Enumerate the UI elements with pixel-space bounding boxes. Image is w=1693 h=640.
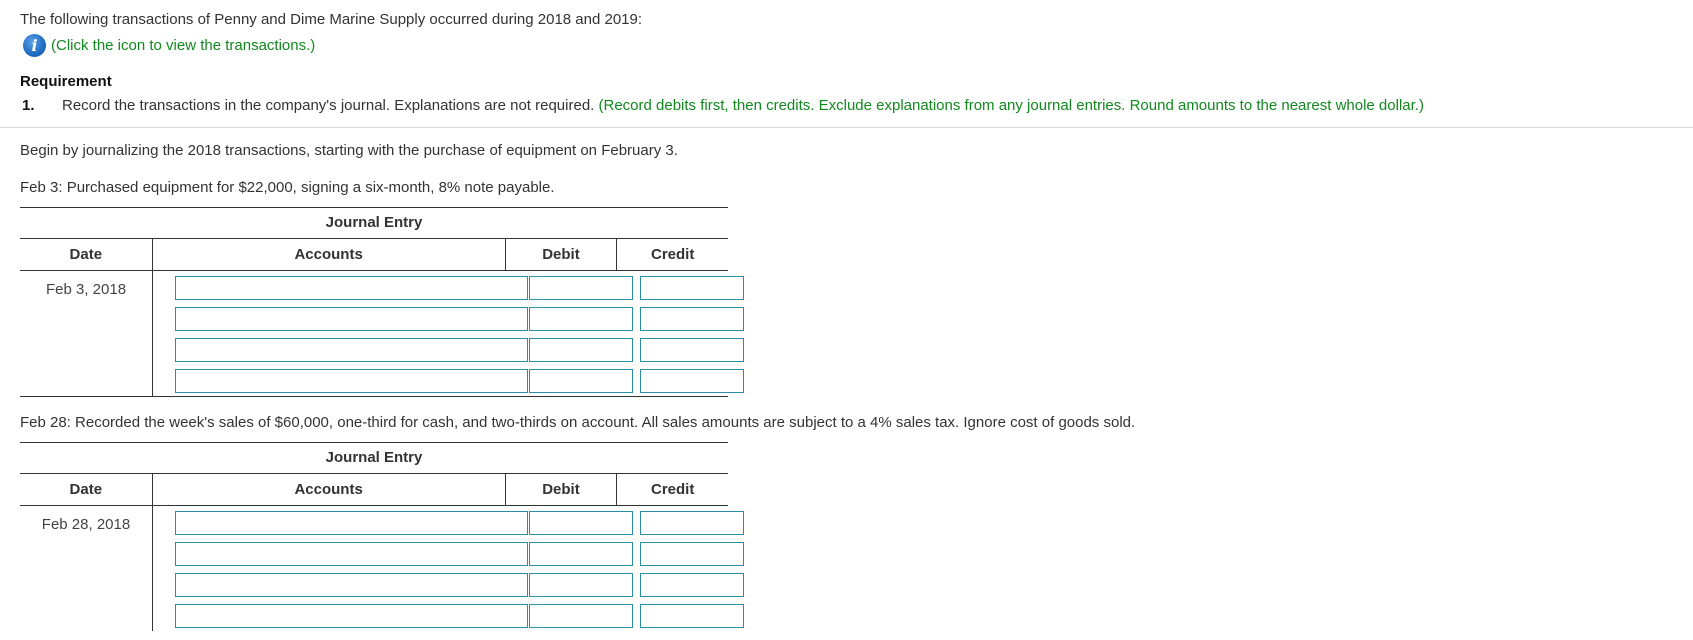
debit-input[interactable] bbox=[529, 573, 633, 597]
credit-input[interactable] bbox=[640, 573, 744, 597]
header-credit: Credit bbox=[650, 246, 695, 263]
journal-entry-title: Journal Entry bbox=[325, 214, 423, 231]
credit-input[interactable] bbox=[640, 511, 744, 535]
credit-input[interactable] bbox=[640, 307, 744, 331]
entry-date: Feb 28, 2018 bbox=[41, 516, 131, 533]
requirement-instruction: Record the transactions in the company's journal. Explanations are not required. bbox=[62, 97, 595, 114]
header-debit: Debit bbox=[506, 474, 618, 505]
credit-input[interactable] bbox=[640, 338, 744, 362]
requirement-heading: Requirement bbox=[20, 73, 112, 90]
transaction-description-feb28: Feb 28: Recorded the week's sales of $60,000, one-third for cash, and two-thirds on account. All sales amounts are subject to a 4% sales tax. Ignore cost of goods sold. bbox=[20, 414, 1136, 431]
debit-input[interactable] bbox=[529, 369, 633, 393]
debit-input[interactable] bbox=[529, 338, 633, 362]
table-bottom-border bbox=[20, 396, 728, 397]
info-row bbox=[23, 34, 315, 57]
section-divider bbox=[0, 127, 1693, 128]
transaction-description-feb3: Feb 3: Purchased equipment for $22,000, signing a six-month, 8% note payable. bbox=[20, 179, 555, 196]
header-accounts: Accounts bbox=[153, 474, 506, 505]
intro-text: The following transactions of Penny and Dime Marine Supply occurred during 2018 and 2019: bbox=[20, 11, 643, 28]
debit-input[interactable] bbox=[529, 276, 633, 300]
requirement-note: (Record debits first, then credits. Exclude explanations from any journal entries. Round amounts to the nearest whole dollar.) bbox=[598, 97, 1424, 114]
info-icon[interactable]: i bbox=[23, 34, 46, 57]
credit-input[interactable] bbox=[640, 369, 744, 393]
requirement-number: 1. bbox=[22, 97, 35, 114]
journal-entry-title: Journal Entry bbox=[325, 449, 423, 466]
table-header-row bbox=[20, 239, 728, 270]
debit-input[interactable] bbox=[529, 307, 633, 331]
header-date: Date bbox=[20, 239, 153, 270]
header-debit: Debit bbox=[506, 239, 618, 270]
date-column-line bbox=[152, 506, 153, 631]
header-date: Date bbox=[20, 474, 153, 505]
header-accounts: Accounts bbox=[153, 239, 506, 270]
journal-entry-table-feb28 bbox=[20, 442, 728, 631]
view-transactions-link[interactable]: (Click the icon to view the transactions.) bbox=[51, 37, 316, 54]
account-input[interactable] bbox=[175, 573, 528, 597]
credit-input[interactable] bbox=[640, 604, 744, 628]
requirement-text bbox=[62, 97, 1424, 114]
journal-entry-table-feb3 bbox=[20, 207, 728, 397]
account-input[interactable] bbox=[175, 511, 528, 535]
credit-input[interactable] bbox=[640, 542, 744, 566]
account-input[interactable] bbox=[175, 276, 528, 300]
account-input[interactable] bbox=[175, 542, 528, 566]
account-input[interactable] bbox=[175, 604, 528, 628]
debit-input[interactable] bbox=[529, 604, 633, 628]
table-header-row bbox=[20, 474, 728, 505]
account-input[interactable] bbox=[175, 369, 528, 393]
table-body bbox=[20, 506, 728, 631]
credit-input[interactable] bbox=[640, 276, 744, 300]
date-column-line bbox=[152, 271, 153, 396]
debit-input[interactable] bbox=[529, 511, 633, 535]
debit-input[interactable] bbox=[529, 542, 633, 566]
account-input[interactable] bbox=[175, 307, 528, 331]
table-body bbox=[20, 271, 728, 396]
account-input[interactable] bbox=[175, 338, 528, 362]
begin-instruction: Begin by journalizing the 2018 transactions, starting with the purchase of equipment on February 3. bbox=[20, 142, 678, 159]
header-credit: Credit bbox=[650, 481, 695, 498]
entry-date: Feb 3, 2018 bbox=[45, 281, 127, 298]
